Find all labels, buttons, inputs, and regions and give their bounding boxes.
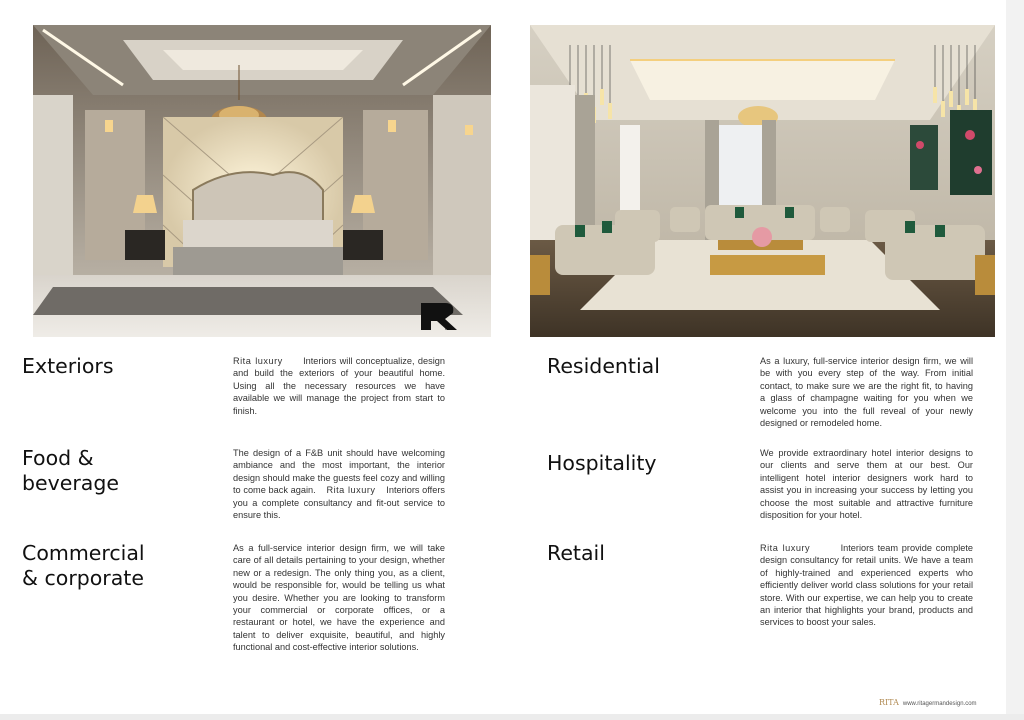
footer-website-link[interactable]: www.ritagermandesign.com [902, 701, 977, 707]
food-beverage-description [233, 447, 445, 521]
footer-logo: RITA [879, 698, 899, 707]
svg-text:RITA: RITA [445, 326, 454, 331]
heading-retail: Retail [547, 541, 605, 565]
heading-hospitality: Hospitality [547, 451, 657, 475]
heading-food-beverage: Food & beverage [22, 446, 119, 495]
heading-residential: Residential [547, 354, 660, 378]
page-edge-shadow-bottom [0, 714, 1024, 720]
brand-name: Rita luxury [233, 356, 283, 366]
hospitality-description: We provide extraordinary hotel interior designs to our clients and serve them at our best. Our intelligent hotel interior designers work hard to assist you in increasing your success by letting you choose the most suitable and attractive furniture disposition for your hotel. [760, 448, 973, 521]
bedroom-photo [33, 25, 491, 337]
heading-commercial-corporate: Commercial & corporate [22, 541, 145, 590]
brand-name: Rita luxury [326, 485, 376, 496]
page-edge-shadow [1006, 0, 1024, 720]
residential-description: As a luxury, full-service interior design firm, we will be with you every step of the way. From initial contact, to make sure we are the right fit, to having a glass of champagne waiting for you when we welcome you into the full reveal of your newly designed or remodeled home. [760, 356, 973, 429]
living-room-photo [530, 25, 995, 337]
food-beverage-body-end: Interiors offers you a complete consultancy and fit-out service to ensure this. [233, 485, 445, 521]
retail-body: Interiors team provide complete design consultancy for retail units. We have a team of highly-trained and experienced experts who efficiently deliver world class solutions for your retail store. With our expertise, we can help you to create an interior that highlights your brand, products and services to boost your sales. [760, 543, 974, 628]
food-beverage-body-start: The design of a F&B unit should have welcoming ambiance and the most important, the interior design should make the guests feel cozy and willing to come back again. [233, 448, 445, 496]
exteriors-description [233, 355, 445, 417]
brand-name: Rita luxury [760, 543, 811, 553]
retail-description [760, 542, 973, 629]
footer [879, 698, 977, 707]
commercial-description: As a full-service interior design firm, we will take care of all details pertaining to your design, whether new or a redesign. The only thing you, as a client, would be responsible for, would be telling us what you desire. Whether you are looking to transform your commercial or corporate offices, or a restaurant or hotel, we have the experience and talent to deliver exquisite, beautiful, and highly functional and cost-effective interior solutions. [233, 543, 445, 653]
heading-exteriors: Exteriors [22, 354, 114, 378]
exteriors-body: Interiors will conceptualize, design and build the exteriors of your beautiful home. Using all the necessary resources we have available we will manage the project from start to finish. [233, 356, 445, 416]
